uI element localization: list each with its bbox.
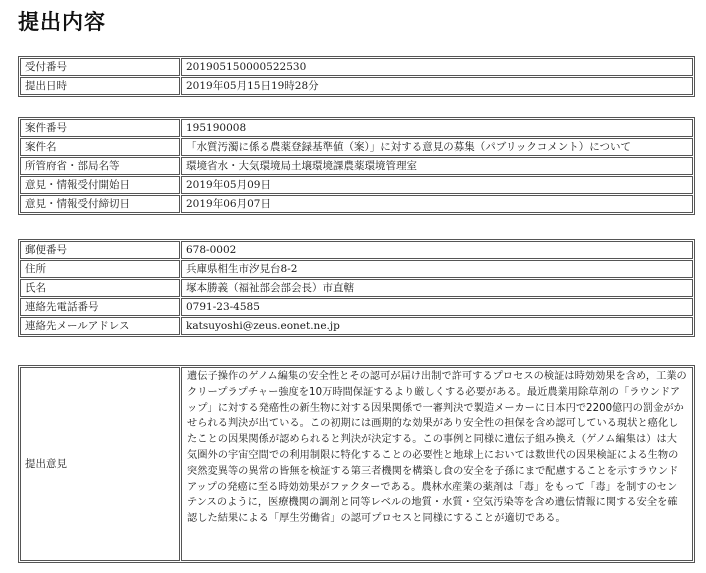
start-date-label: 意見・情報受付開始日 — [20, 176, 180, 194]
table-row — [20, 138, 693, 156]
submission-datetime-value: 2019年05月15日19時28分 — [181, 77, 693, 95]
table-row — [20, 77, 693, 95]
case-number-value: 195190008 — [181, 119, 693, 137]
receipt-number-value: 201905150000522530 — [181, 58, 693, 76]
ministry-value: 環境省水・大気環境局土壌環境課農薬環境管理室 — [181, 157, 693, 175]
address-value: 兵庫県相生市汐見台8-2 — [181, 260, 693, 278]
receipt-number-label: 受付番号 — [20, 58, 180, 76]
table-row — [20, 260, 693, 278]
case-number-label: 案件番号 — [20, 119, 180, 137]
submission-datetime-label: 提出日時 — [20, 77, 180, 95]
phone-value: 0791-23-4585 — [181, 298, 693, 316]
deadline-label: 意見・情報受付締切日 — [20, 195, 180, 213]
table-row — [20, 298, 693, 316]
table-row — [20, 58, 693, 76]
submission-info-table — [18, 56, 695, 97]
opinion-label: 提出意見 — [20, 367, 180, 561]
postal-code-value: 678-0002 — [181, 241, 693, 259]
table-row — [20, 157, 693, 175]
table-row — [20, 119, 693, 137]
submitter-info-table — [18, 239, 695, 337]
table-row — [20, 176, 693, 194]
email-label: 連絡先メールアドレス — [20, 317, 180, 335]
name-label: 氏名 — [20, 279, 180, 297]
table-row — [20, 317, 693, 335]
table-row — [20, 279, 693, 297]
opinion-text: 遺伝子操作のゲノム編集の安全性とその認可が届け出制で許可するプロセスの検証は時効効果を含め，工業のクリープラプチャー強度を10万時間保証するより厳しくする必要がある。最近農業用除草剤の「ラウンドアップ」に対する発癌性の新生物に対する因果関係で一審判決で製造メーカーに日本円で2200億円の罰金がかせられる判決が出ている。この初期には画期的な効果があり安全性の担保を含め認可している現状と癌化したことの因果関係が認められると判決が決定する。この事例と同様に遺伝子組み換え（ゲノム編集は）は大気圏外の宇宙空間での利用制限に特化することの必要性と地球上においては数世代の因果検証による生物の突然変異等の異常の皆無を検証する第三者機関を構築し食の安全を子孫にまで配慮することを示すラウンドアップの発癌に至る時効効果がファクターである。農林水産業の薬剤は「毒」をもって「毒」を制すのセンテンスのように，医療機関の調剤と同等レベルの地質・水質・空気汚染等を含め遺伝情報に関する安全を確認した結果による「厚生労働省」の認可プロセスと同様にすることが適切である。 — [181, 367, 693, 561]
start-date-value: 2019年05月09日 — [181, 176, 693, 194]
phone-label: 連絡先電話番号 — [20, 298, 180, 316]
name-value: 塚本勝義（福祉部会部会長）市直轄 — [181, 279, 693, 297]
case-name-label: 案件名 — [20, 138, 180, 156]
ministry-label: 所管府省・部局名等 — [20, 157, 180, 175]
table-row — [20, 241, 693, 259]
case-name-value: 「水質汚濁に係る農薬登録基準値（案）」に対する意見の募集（パブリックコメント）について — [181, 138, 693, 156]
table-row — [20, 195, 693, 213]
deadline-value: 2019年06月07日 — [181, 195, 693, 213]
address-label: 住所 — [20, 260, 180, 278]
table-row — [20, 367, 693, 561]
opinion-table — [18, 365, 695, 563]
case-info-table — [18, 117, 695, 215]
email-value: katsuyoshi@zeus.eonet.ne.jp — [181, 317, 693, 335]
postal-code-label: 郵便番号 — [20, 241, 180, 259]
page-title: 提出内容 — [18, 10, 106, 34]
